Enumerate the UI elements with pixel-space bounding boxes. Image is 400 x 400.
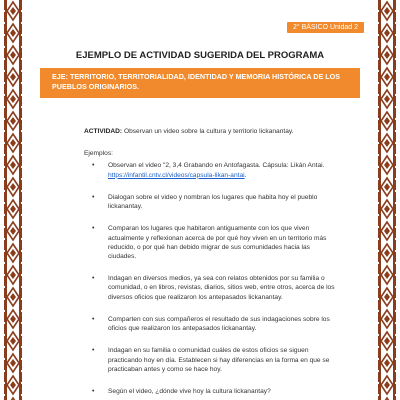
list-item-suffix: . (244, 171, 247, 179)
activity-statement (84, 127, 340, 136)
examples-label: Ejemplos: (84, 150, 113, 158)
list-item (84, 346, 340, 374)
list-item (84, 193, 340, 211)
bullet-icon: • (92, 387, 95, 395)
list-item (84, 387, 340, 396)
eje-banner: EJE: TERRITORIO, TERRITORIALIDAD, IDENTIDAD Y MEMORIA HISTÓRICA DE LOS PUEBLOS ORIGINARIOS. (40, 68, 360, 98)
list-item-text: Indagan en diversos medios, ya sea con relatos obtenidos por su familia o comunidad, o en libros, revistas, diarios, sitios web, entre otros, acerca de los diversos oficios que realizaron los antepasados lickanantay. (108, 275, 335, 301)
border-pattern-right (374, 0, 400, 400)
activity-label: ACTIVIDAD: (84, 128, 123, 135)
bullet-icon: • (92, 225, 95, 233)
list-item-text: Comparan los lugares que habitaron antiguamente con los que viven actualmente y reflexionan acerca de por qué hoy viven en un territorio más reducido, o por qué han debido migrar de sus comunidades hacia las ciudades. (108, 225, 327, 260)
list-item-text: Dialogan sobre el video y nombran los lugares que habita hoy el pueblo lickanantay. (108, 193, 318, 211)
list-item-text: Observan el video "2, 3,4 Grabando en Antofagasta. Cápsula: Likán Antai. (108, 162, 325, 170)
bullet-icon: • (92, 162, 95, 170)
decorative-border-left (0, 0, 26, 400)
list-item-text: Indagan en su familia o comunidad cuáles de estos oficios se siguen practicando hoy en día. Establecen si hay diferencias en la forma en que se practicaban antes y como se hace hoy. (108, 347, 330, 373)
decorative-border-right (374, 0, 400, 400)
list-item-text: Comparten con sus compañeros el resultado de sus indagaciones sobre los oficios que realizaron los antepasados lickanantay. (108, 315, 330, 333)
list-item (84, 274, 340, 302)
list-item (84, 315, 340, 333)
list-item (84, 161, 340, 179)
bullet-icon: • (92, 193, 95, 201)
list-item-text: Según el video, ¿dónde vive hoy la cultura lickanantay? (108, 387, 271, 395)
video-link[interactable]: https://infantil.cntv.cl/videos/capsula-likan-antai (108, 171, 245, 179)
border-pattern-left (0, 0, 26, 400)
bullet-icon: • (92, 315, 95, 323)
page-title: EJEMPLO DE ACTIVIDAD SUGERIDA DEL PROGRAMA (75, 50, 325, 61)
grade-unit-badge: 2° BÁSICO Unidad 2 (287, 22, 364, 33)
bullet-icon: • (92, 347, 95, 355)
activity-content (84, 127, 340, 400)
examples-list (84, 161, 340, 396)
bullet-icon: • (92, 275, 95, 283)
list-item (84, 224, 340, 261)
activity-text: Observan un video sobre la cultura y territorio lickanantay. (122, 128, 294, 135)
